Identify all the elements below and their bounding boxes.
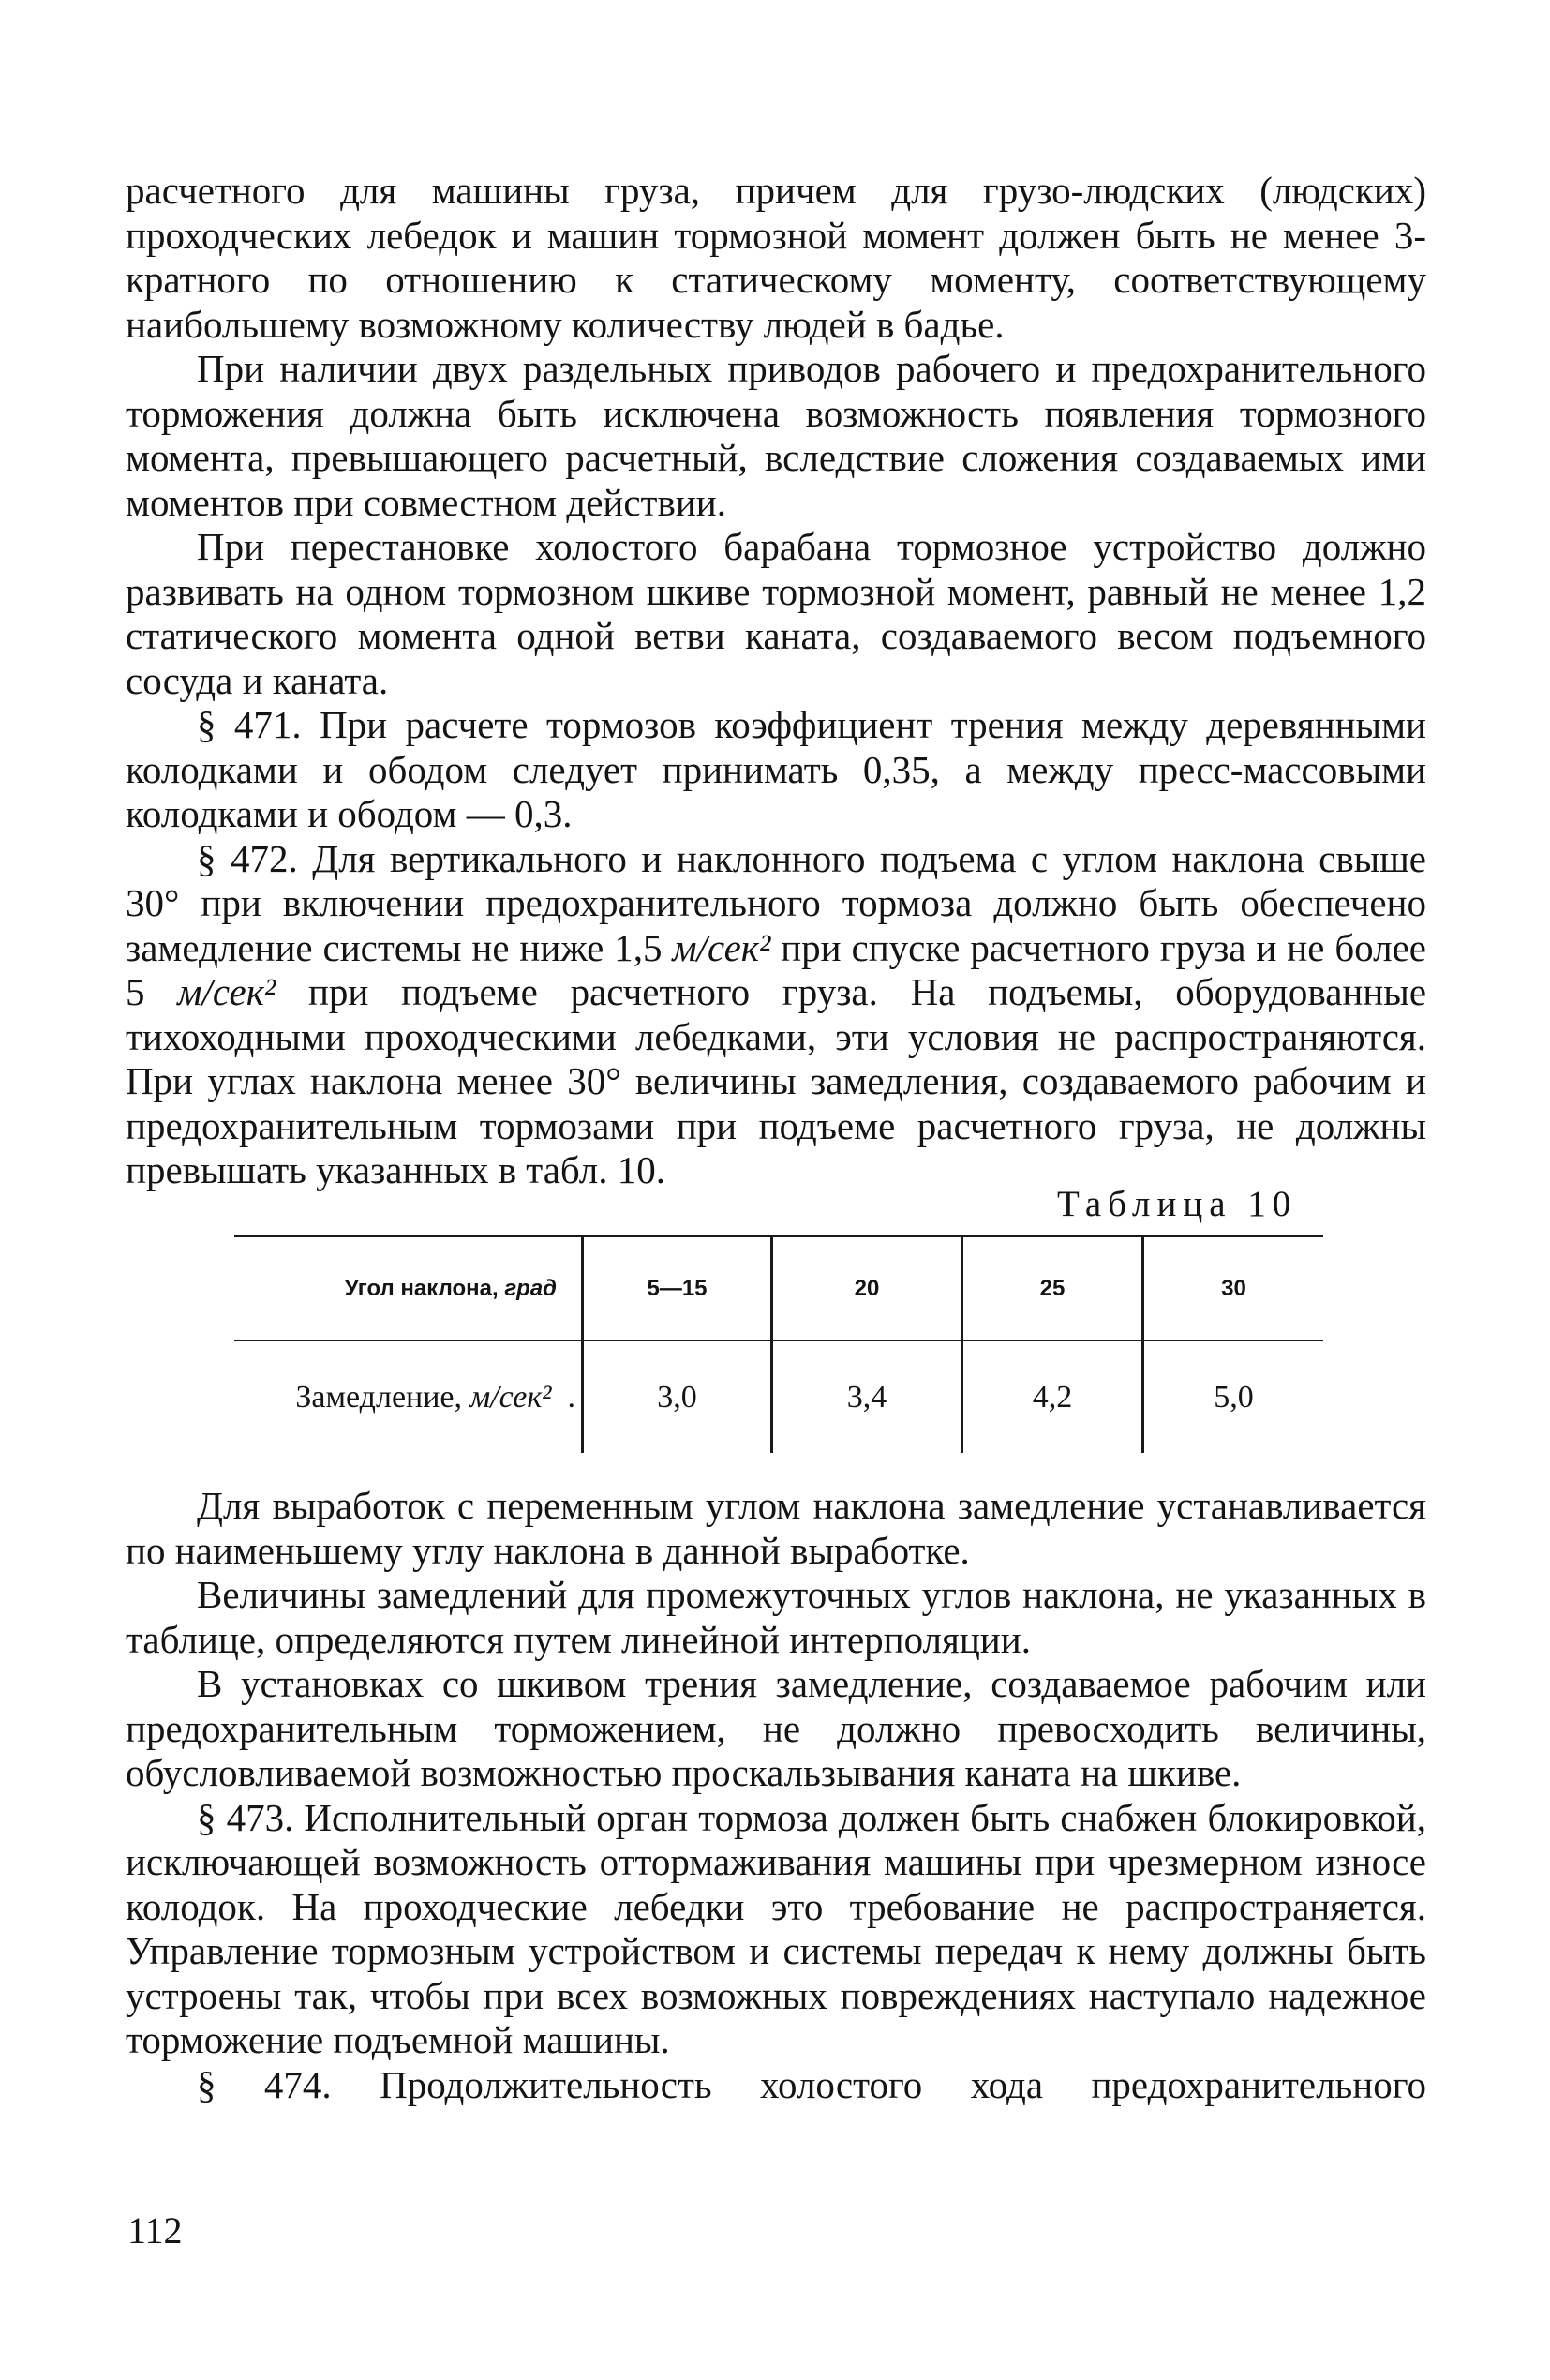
table-header-label-cell (234, 1237, 581, 1340)
paragraph-472-part3: при подъеме расчетного груза. На подъемы, оборудованные тихоходными проходческими лебедками, эти условия не распространяются. При углах наклона менее 30° величины замедления, создаваемого рабочим и предохранительным тормозами при подъеме расчетного груза, не должны превышать указанных в табл. 10. (126, 970, 1427, 1191)
deceleration-unit: м/сек² (469, 1379, 552, 1415)
table-header-cell: 20 (854, 1275, 880, 1301)
table-row-label-cell (234, 1341, 581, 1453)
paragraph-continuation: расчетного для машины груза, причем для грузо-людских (людских) проходческих лебедок и машин тормозной момент должен быть не менее 3-кратного по отношению к статическому моменту, соответствующему наибольшему возможному количеству людей в бадье. (126, 169, 1426, 346)
table-value-cell: 4,2 (1032, 1379, 1073, 1415)
paragraph-472-part1: § 472. Для вертикального и наклонного подъема с углом наклона свыше 30° при включении предохранительного тормоза должно быть обеспечено замедление системы не ниже 1,5 (126, 836, 1426, 969)
paragraph-idle-drum: При перестановке холостого барабана тормозное устройство должно развивать на одном тормозном шкиве тормозной момент, равный не менее 1,2 статического момента одной ветви каната, создаваемого весом подъемного сосуда и каната. (126, 525, 1426, 702)
paragraph-472-part2: при спуске расчетного груза и не более 5 (126, 925, 1426, 1013)
table-caption: Таблица 10 (1057, 1184, 1298, 1224)
page-number: 112 (127, 2209, 183, 2252)
paragraph-472 (126, 837, 1426, 1193)
paragraph-variable-angle: Для выработок с переменным углом наклона замедление устанавливается по наименьшему углу наклона в данной выработке. (126, 1484, 1426, 1572)
deceleration-label: Замедление, (295, 1379, 463, 1415)
table-header-cell: 5—15 (647, 1275, 708, 1301)
paragraph-472-unit2: м/сек² (177, 970, 276, 1013)
top-text-block (126, 169, 1426, 1193)
bottom-text-block (126, 1484, 1426, 2107)
table-value-cell: 3,0 (657, 1379, 697, 1415)
leader-dot: . (567, 1379, 575, 1415)
paragraph-brake-drives: При наличии двух раздельных приводов рабочего и предохранительного торможения должна быть исключена возможность появления тормозного момента, превышающего расчетный, вследствие сложения создаваемых ими моментов при совместном действии. (126, 347, 1426, 524)
table-header-cell: 30 (1221, 1275, 1246, 1301)
paragraph-474: § 474. Продолжительность холостого хода предохранительного (197, 2062, 1426, 2106)
table-value-cell: 5,0 (1214, 1379, 1254, 1415)
angle-label: Угол наклона, (344, 1275, 499, 1301)
table-header-cell: 25 (1039, 1275, 1066, 1301)
deceleration-table (234, 1235, 1323, 1453)
paragraph-interpolation: Величины замедлений для промежуточных углов наклона, не указанных в таблице, определяются путем линейной интерполяции. (126, 1573, 1426, 1661)
paragraph-471: § 471. При расчете тормозов коэффициент трения между деревянными колодками и ободом следует принимать 0,35, а между пресс-массовыми колодками и ободом — 0,3. (126, 703, 1426, 835)
table-value-cell: 3,4 (846, 1379, 887, 1415)
paragraph-472-unit1: м/сек² (672, 925, 771, 969)
angle-unit: град (504, 1275, 557, 1301)
paragraph-friction-sheave: В установках со шкивом трения замедление, создаваемое рабочим или предохранительным торможением, не должно превосходить величины, обусловливаемой возможностью проскальзывания каната на шкиве. (126, 1662, 1426, 1794)
paragraph-473: § 473. Исполнительный орган тормоза должен быть снабжен блокировкой, исключающей возможность оттормаживания машины при чрезмерном износе колодок. На проходческие лебедки это требование не распространяется. Управление тормозным устройством и системы передач к нему должны быть устроены так, чтобы при всех возможных повреждениях наступало надежное торможение подъемной машины. (126, 1795, 1426, 2061)
